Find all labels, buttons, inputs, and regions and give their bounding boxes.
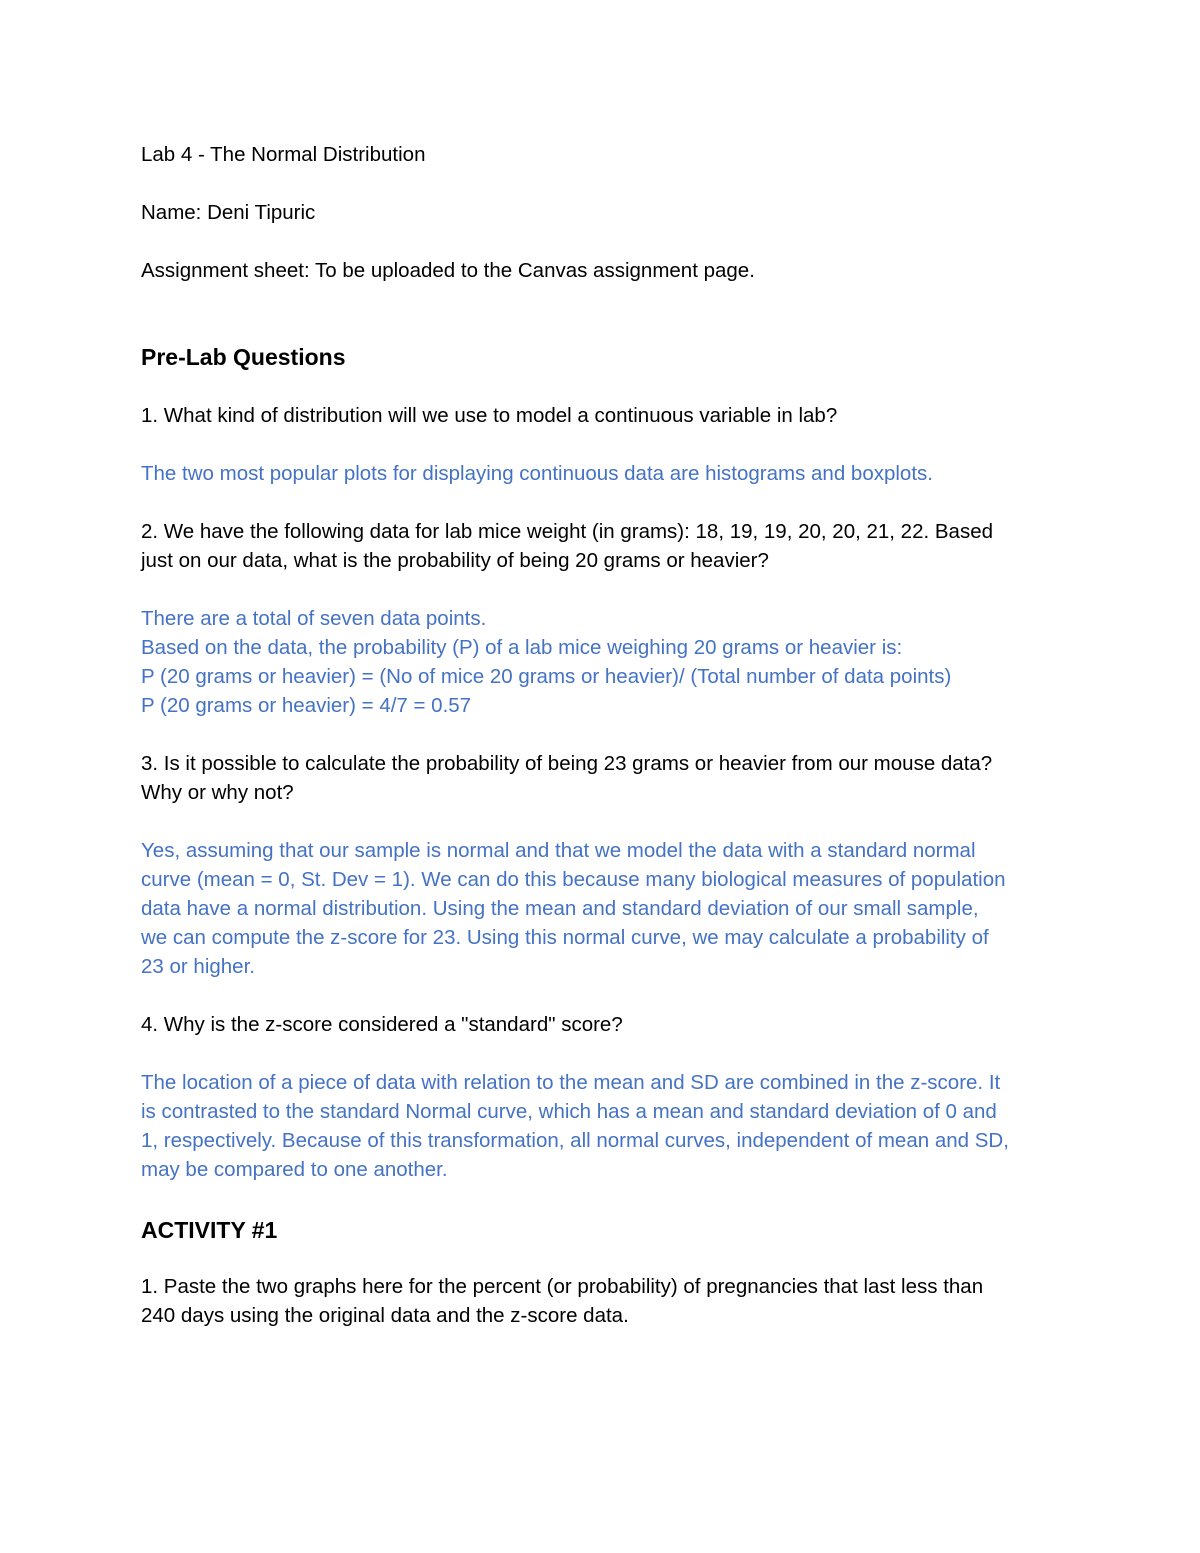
prelab-q3-answer-line2: curve (mean = 0, St. Dev = 1). We can do this because many biological measures of population xyxy=(141,868,1006,891)
prelab-q4-answer-line1: The location of a piece of data with relation to the mean and SD are combined in the z-score. It xyxy=(141,1071,1001,1094)
activity1-heading: ACTIVITY #1 xyxy=(141,1217,278,1243)
prelab-q3-answer-line5: 23 or higher. xyxy=(141,955,255,978)
prelab-q3-question-line1: 3. Is it possible to calculate the probability of being 23 grams or heavier from our mouse data? xyxy=(141,752,993,775)
prelab-q4-answer-line2: is contrasted to the standard Normal curve, which has a mean and standard deviation of 0 and xyxy=(141,1100,997,1123)
prelab-q2-answer-line1: There are a total of seven data points. xyxy=(141,607,487,630)
student-name: Name: Deni Tipuric xyxy=(141,201,316,224)
prelab-q2-question-line2: just on our data, what is the probability of being 20 grams or heavier? xyxy=(141,549,769,572)
prelab-q2-answer-line3: P (20 grams or heavier) = (No of mice 20 grams or heavier)/ (Total number of data points) xyxy=(141,665,952,688)
document-page xyxy=(141,140,1061,1330)
prelab-q3-answer-line4: we can compute the z-score for 23. Using this normal curve, we may calculate a probability of xyxy=(141,926,989,949)
prelab-q3-answer-line3: data have a normal distribution. Using the mean and standard deviation of our small sample, xyxy=(141,897,979,920)
prelab-q4-answer-line3: 1, respectively. Because of this transformation, all normal curves, independent of mean and SD, xyxy=(141,1129,1009,1152)
activity1-q1-line2: 240 days using the original data and the z-score data. xyxy=(141,1304,629,1327)
prelab-q1-answer: The two most popular plots for displaying continuous data are histograms and boxplots. xyxy=(141,462,933,485)
doc-title: Lab 4 - The Normal Distribution xyxy=(141,143,426,166)
prelab-q2-answer-line4: P (20 grams or heavier) = 4/7 = 0.57 xyxy=(141,694,472,717)
prelab-q2-answer-line2: Based on the data, the probability (P) of a lab mice weighing 20 grams or heavier is: xyxy=(141,636,903,659)
prelab-q1-question: 1. What kind of distribution will we use to model a continuous variable in lab? xyxy=(141,404,838,427)
prelab-q2-question-line1: 2. We have the following data for lab mice weight (in grams): 18, 19, 19, 20, 20, 21, 22. Based xyxy=(141,520,994,543)
prelab-q3-answer-line1: Yes, assuming that our sample is normal and that we model the data with a standard normal xyxy=(141,839,976,862)
prelab-q3-question-line2: Why or why not? xyxy=(141,781,294,804)
prelab-heading: Pre-Lab Questions xyxy=(141,344,346,370)
prelab-q4-question: 4. Why is the z-score considered a "standard" score? xyxy=(141,1013,623,1036)
prelab-q4-answer-line4: may be compared to one another. xyxy=(141,1158,448,1181)
assignment-instruction: Assignment sheet: To be uploaded to the Canvas assignment page. xyxy=(141,259,755,282)
activity1-q1-line1: 1. Paste the two graphs here for the percent (or probability) of pregnancies that last less than xyxy=(141,1275,984,1298)
